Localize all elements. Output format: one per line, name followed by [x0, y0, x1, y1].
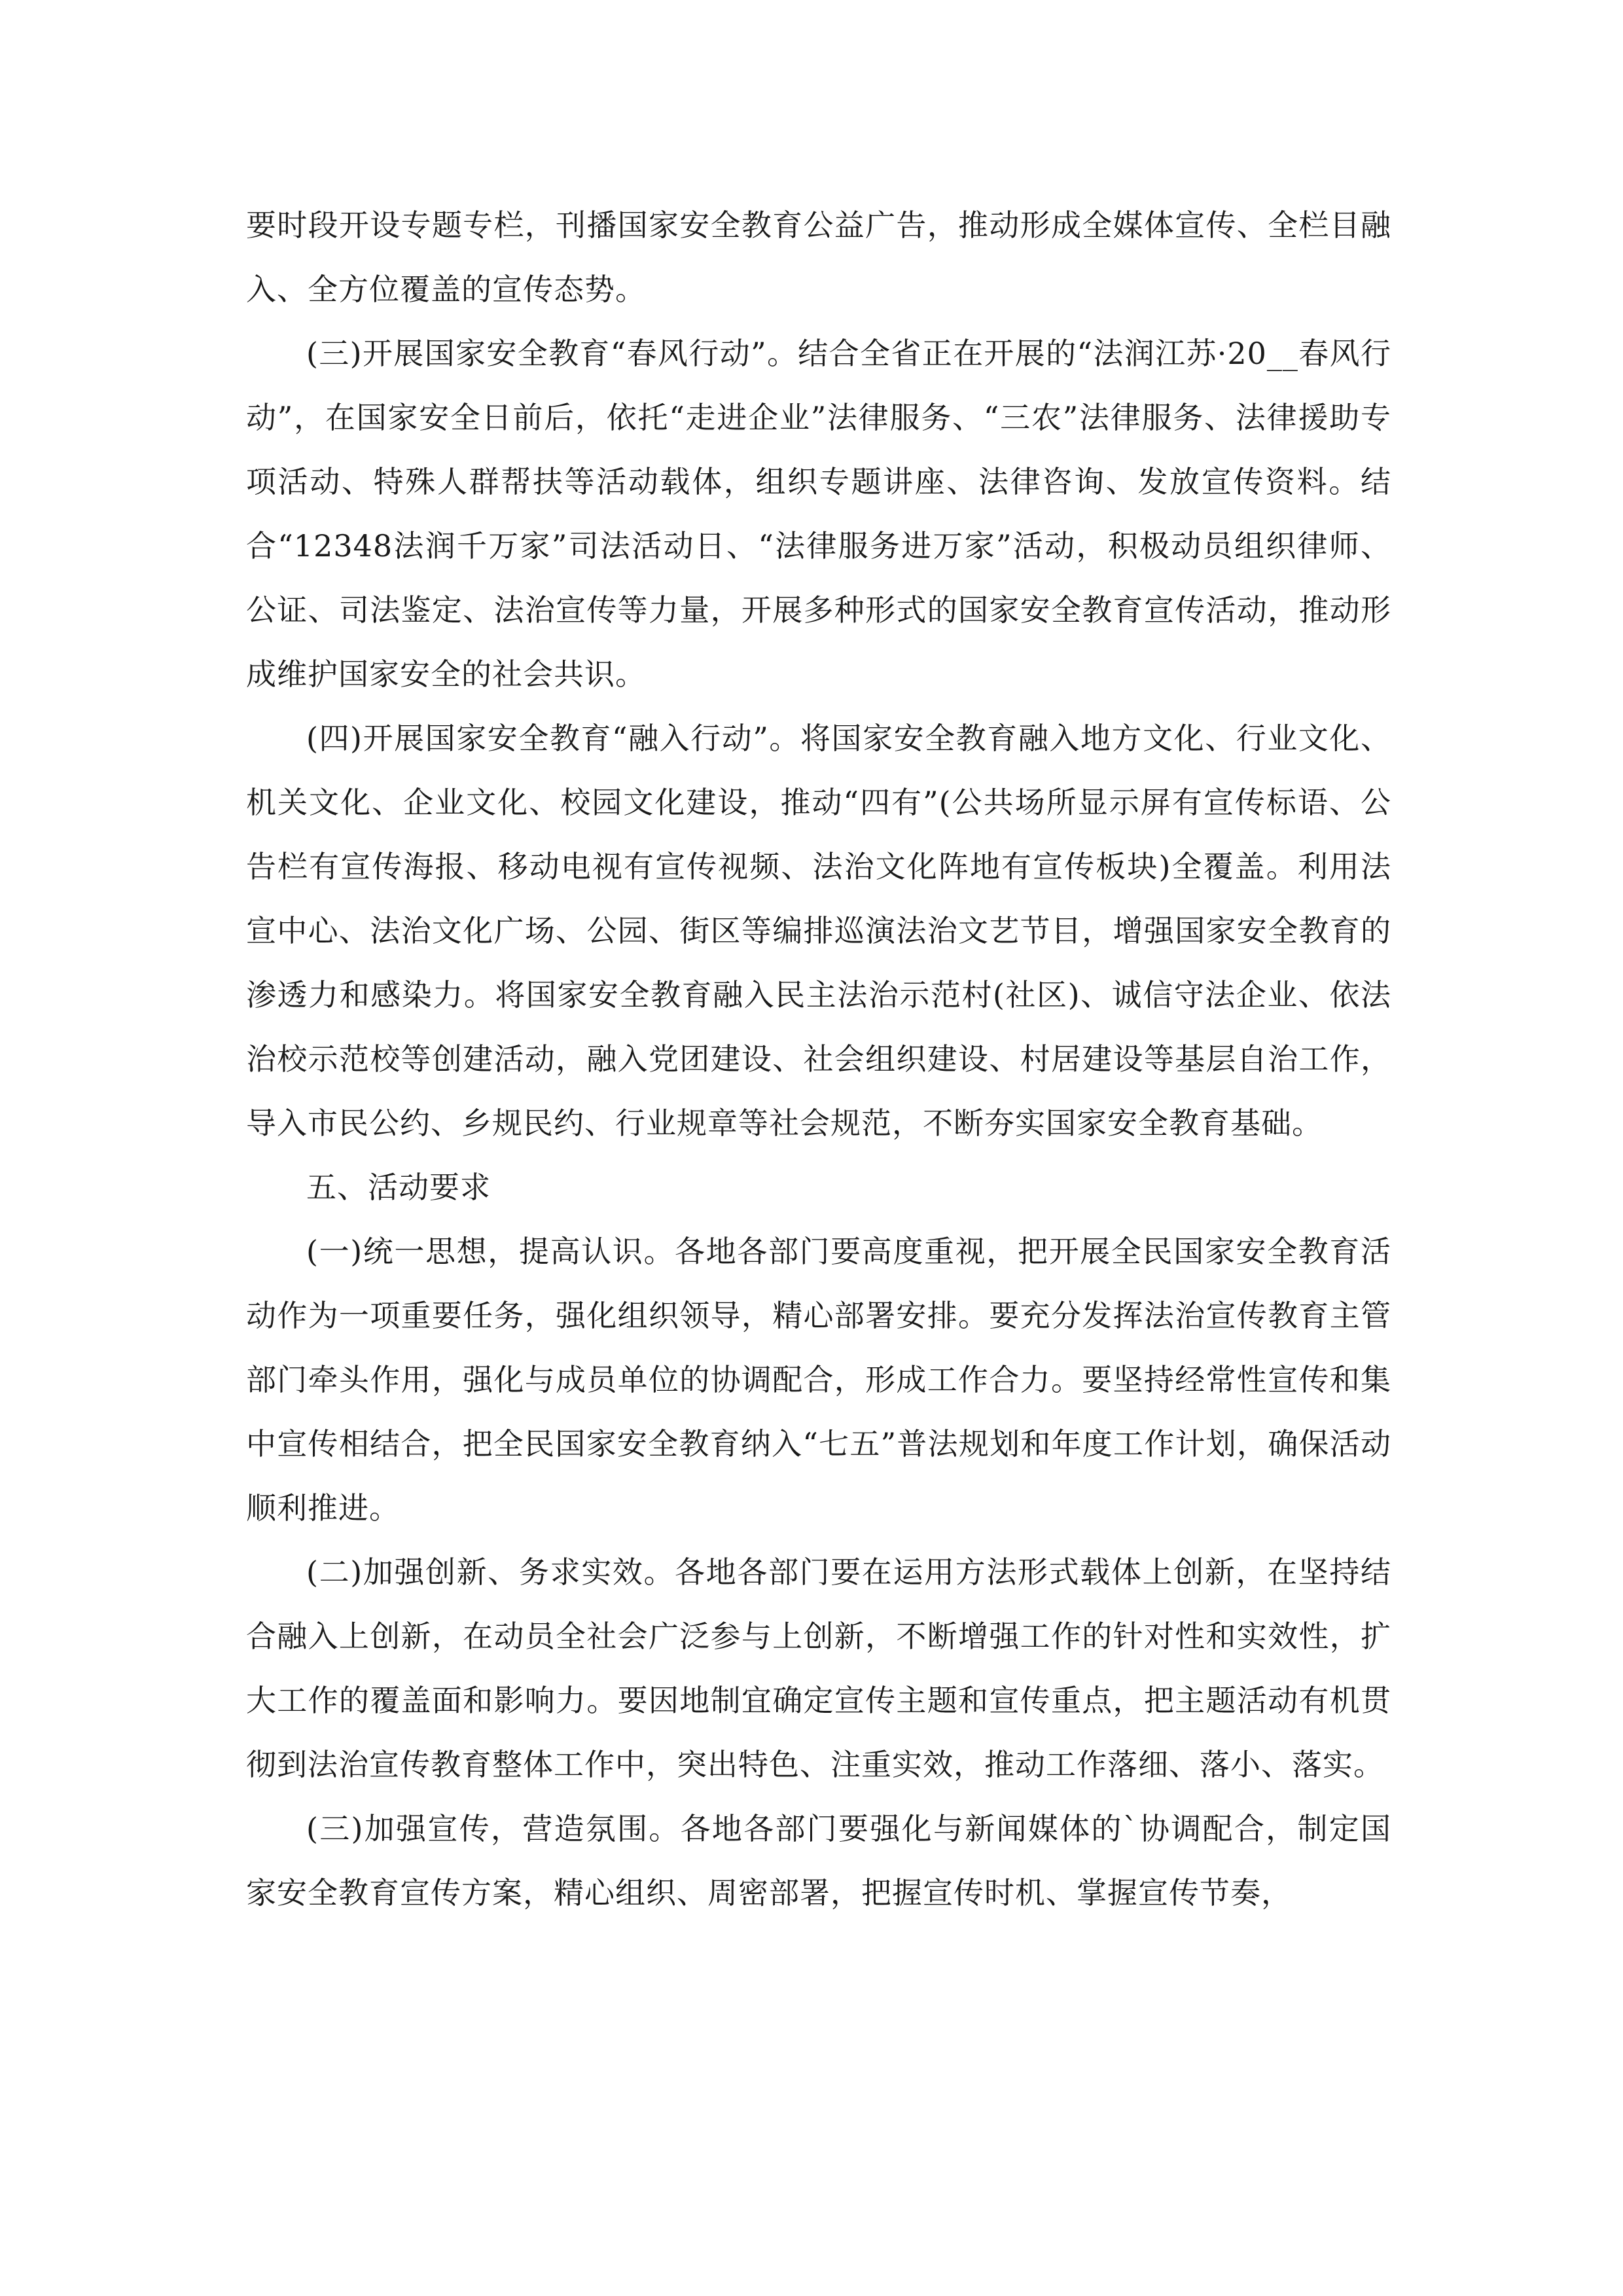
paragraph-spring-breeze-action: (三)开展国家安全教育“春风行动”。结合全省正在开展的“法润江苏·20__春风行动”，在国家安全日前后，依托“走进企业”法律服务、“三农”法律服务、法律援助专项活动、特殊人群帮扶等活动载体，组织专题讲座、法律咨询、发放宣传资料。结合“12348法润千万家”司法活动日、“法律服务进万家”活动，积极动员组织律师、公证、司法鉴定、法治宣传等力量，开展多种形式的国家安全教育宣传活动，推动形成维护国家安全的社会共识。 — [246, 336, 1391, 692]
paragraph-unify-thinking: (一)统一思想，提高认识。各地各部门要高度重视，把开展全民国家安全教育活动作为一项重要任务，强化组织领导，精心部署安排。要充分发挥法治宣传教育主管部门牵头作用，强化与成员单位的协调配合，形成工作合力。要坚持经常性宣传和集中宣传相结合，把全民国家安全教育纳入“七五”普法规划和年度工作计划，确保活动顺利推进。 — [246, 1234, 1391, 1526]
paragraph-integration-action: (四)开展国家安全教育“融入行动”。将国家安全教育融入地方文化、行业文化、机关文化、企业文化、校园文化建设，推动“四有”(公共场所显示屏有宣传标语、公告栏有宣传海报、移动电视有宣传视频、法治文化阵地有宣传板块)全覆盖。利用法宣中心、法治文化广场、公园、街区等编排巡演法治文艺节目，增强国家安全教育的渗透力和感染力。将国家安全教育融入民主法治示范村(社区)、诚信守法企业、依法治校示范校等创建活动，融入党团建设、社会组织建设、村居建设等基层自治工作，导入市民公约、乡规民约、行业规章等社会规范，不断夯实国家安全教育基础。 — [246, 721, 1391, 1141]
paragraph-publicity: (三)加强宣传，营造氛围。各地各部门要强化与新闻媒体的`协调配合，制定国家安全教育宣传方案，精心组织、周密部署，把握宣传时机、掌握宣传节奏， — [246, 1811, 1391, 1910]
document-body — [246, 193, 1391, 1925]
paragraph-continued-media: 要时段开设专题专栏，刊播国家安全教育公益广告，推动形成全媒体宣传、全栏目融入、全方位覆盖的宣传态势。 — [246, 207, 1391, 307]
paragraph-innovation: (二)加强创新、务求实效。各地各部门要在运用方法形式载体上创新，在坚持结合融入上创新，在动员全社会广泛参与上创新，不断增强工作的针对性和实效性，扩大工作的覆盖面和影响力。要因地制宜确定宣传主题和宣传重点，把主题活动有机贯彻到法治宣传教育整体工作中，突出特色、注重实效，推动工作落细、落小、落实。 — [246, 1554, 1391, 1782]
section-heading-requirements: 五、活动要求 — [306, 1170, 491, 1205]
